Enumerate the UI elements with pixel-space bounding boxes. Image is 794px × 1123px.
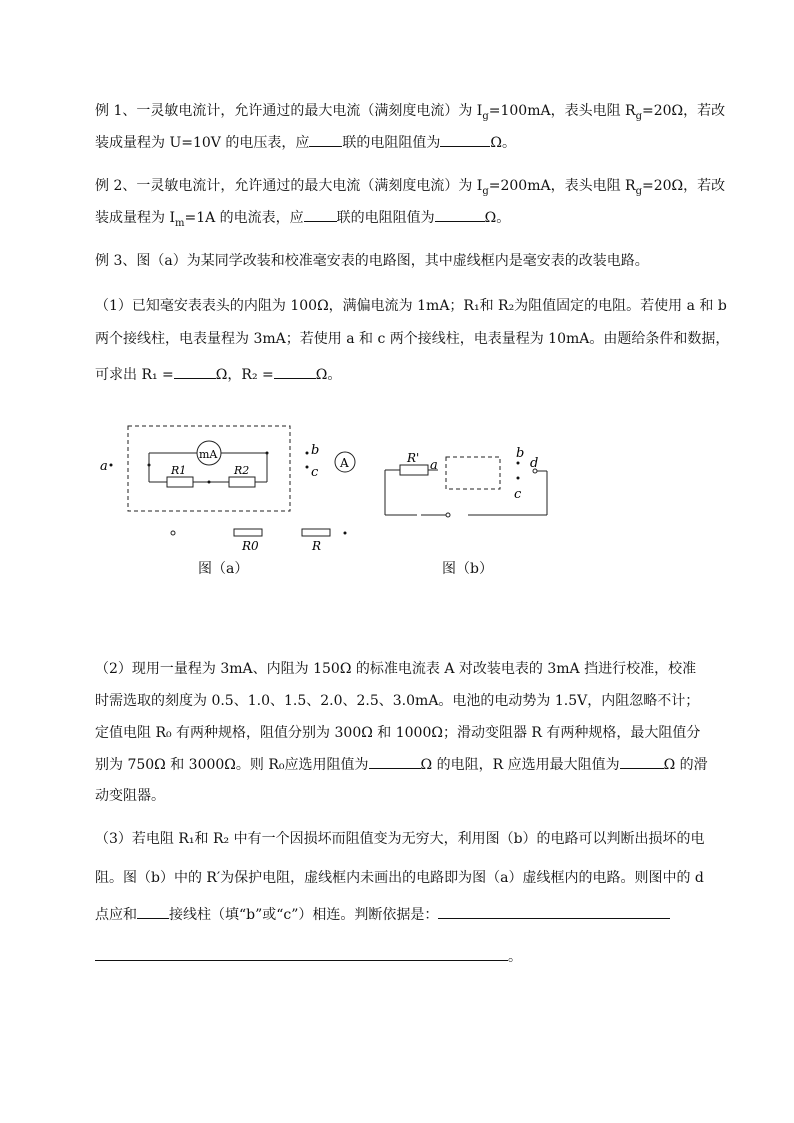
figure-a-caption: 图（a） [198,561,249,577]
terminal-b-label: b [516,446,525,461]
ex3-p2-line4 [95,754,708,775]
ex2-text: =200mA，表头电阻 R [488,178,636,194]
ex3-p2-line5: 动变阻器。 [95,788,165,804]
answer-blank[interactable] [304,207,337,222]
ex2-line1 [95,176,725,202]
ex1-text: 装成量程为 U=10V 的电压表，应 [95,135,310,151]
ex2-text: 装成量程为 I [95,210,175,226]
answer-blank[interactable] [435,207,485,222]
ex1-text: 联的电阻阻值为 [342,135,441,151]
p1-text: 可求出 R₁ = [95,367,174,383]
ex2-line2 [95,207,510,234]
r1-label: R1 [171,464,187,477]
ex2-text: =1A 的电流表，应 [184,210,304,226]
ex3-p3-line4 [95,946,522,967]
reason-blank-cont[interactable] [95,946,508,961]
ex3-p2-line1: （2）现用一量程为 3mA、内阻为 150Ω 的标准电流表 A 对改装电表的 3mA 挡进行校准，校准 [95,661,697,677]
ex1-line1 [95,101,725,127]
ex3-intro: 例 3、图（a）为某同学改装和校准毫安表的电路图，其中虚线框内是毫安表的改装电路。 [95,253,649,269]
ex3-p1-line1: （1）已知毫安表表头的内阻为 100Ω，满偏电流为 1mA；R₁和 R₂为阻值固定的电阻。若使用 a 和 b [95,298,727,314]
resistor-r1 [167,477,193,487]
rheostat-r [302,529,330,536]
ex2-text: =20Ω，若改 [642,178,726,194]
terminal-c [517,477,520,480]
ex2-text: 例 2、一灵敏电流计，允许通过的最大电流（满刻度电流）为 I [95,178,483,194]
ex1-text: 例 1、一灵敏电流计，允许通过的最大电流（满刻度电流）为 I [95,103,483,119]
ex3-p2-line3: 定值电阻 R₀ 有两种规格，阻值分别为 300Ω 和 1000Ω；滑动变阻器 R 有两种规格，最大阻值分 [95,725,701,741]
terminal-b-label: b [311,443,320,458]
reason-blank[interactable] [438,904,670,919]
terminal-c [306,466,309,469]
answer-blank[interactable] [174,364,216,379]
terminal-dot [344,532,347,535]
dashed-box [446,457,500,489]
ex2-sub: g [482,185,489,197]
answer-blank[interactable] [369,754,421,769]
resistor-r0 [234,529,262,536]
terminal-c-label: c [311,465,319,480]
ex2-text: Ω。 [484,210,511,226]
answer-blank[interactable] [274,364,316,379]
ex1-sub: g [482,110,489,122]
protective-resistor [400,465,428,475]
p2-text: 别为 750Ω 和 3000Ω。则 R₀应选用阻值为 [95,757,369,773]
answer-blank[interactable] [620,754,664,769]
ex2-text: 联的电阻阻值为 [336,210,435,226]
dashed-box [128,426,290,511]
terminal-b [517,462,520,465]
ex1-text: Ω。 [490,135,516,151]
answer-blank[interactable] [440,132,490,147]
p2-text: Ω 的滑 [663,757,708,773]
rp-label: R' [407,451,420,465]
p3-text: 。 [508,949,522,965]
ex3-p1-line2: 两个接线柱，电表量程为 3mA；若使用 a 和 c 两个接线柱，电表量程为 10mA。由题给条件和数据， [95,331,730,347]
ex3-p3-line1: （3）若电阻 R₁和 R₂ 中有一个因损坏而阻值变为无穷大，利用图（b）的电路可以判断出损坏的电 [95,831,705,847]
battery-terminal [171,531,175,535]
ex1-text: =100mA，表头电阻 R [488,103,636,119]
figure-b-circuit [380,440,555,520]
r-label: R [312,539,322,550]
p2-text: Ω 的电阻，R 应选用最大阻值为 [420,757,620,773]
ex3-p1-line3 [95,364,341,385]
resistor-r2 [229,477,255,487]
answer-blank[interactable] [137,904,169,919]
ex3-p3-line2: 阻。图（b）中的 R′为保护电阻，虚线框内未画出的电路即为图（a）虚线框内的电路。则图中的 d [95,870,704,886]
terminal-a-label: a [100,459,108,474]
p1-text: Ω。 [315,367,342,383]
ex3-p3-line3 [95,904,670,925]
p1-text: Ω，R₂ = [215,367,274,383]
ex2-sub: m [174,217,185,229]
ex1-text: =20Ω，若改 [642,103,726,119]
terminal-b [306,452,309,455]
r2-label: R2 [234,464,250,477]
ex2-sub: g [635,185,642,197]
switch-terminal [446,513,450,517]
figure-b-caption: 图（b） [442,561,493,577]
answer-blank[interactable] [309,132,342,147]
junction-dot [208,481,211,484]
terminal-a [110,464,113,467]
figure-a-circuit [95,420,375,550]
p3-text: 接线柱（填“b”或“c”）相连。判断依据是： [169,907,439,923]
terminal-c-label: c [514,487,522,502]
ex1-sub: g [635,110,642,122]
ex3-p2-line2: 时需选取的刻度为 0.5、1.0、1.5、2.0、2.5、3.0mA。电池的电动势为 1.5V，内阻忽略不计； [95,693,700,709]
milliammeter-label: mA [199,448,218,461]
r0-label: R0 [242,539,259,550]
ammeter-label: A [340,456,349,470]
terminal-d-label: d [530,456,539,471]
ex1-line2 [95,132,516,153]
terminal-a-label: a [430,458,438,473]
p3-text: 点应和 [95,907,137,923]
